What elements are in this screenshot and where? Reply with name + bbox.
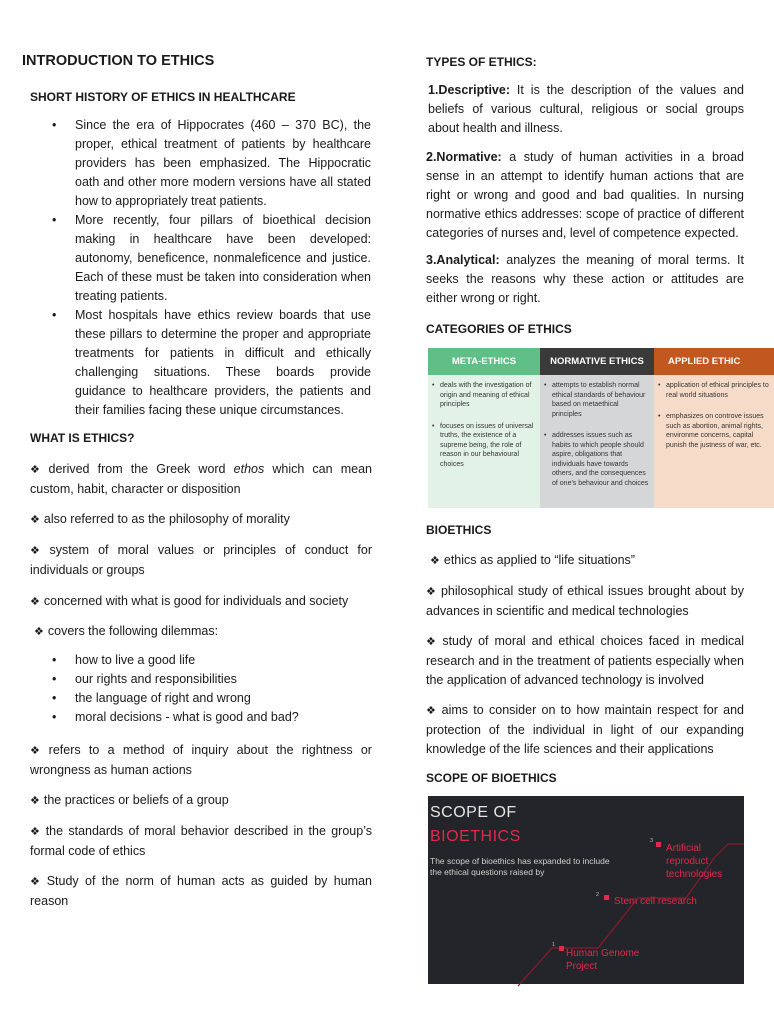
step-number: 3 [650, 838, 654, 844]
ethics-item: ❖ also referred to as the philosophy of morality [30, 512, 290, 526]
scope-title-line1: SCOPE OF [430, 804, 517, 821]
applied-ethics-header: APPLIED ETHIC [654, 348, 774, 375]
dilemma-item: • our rights and responsibilities [52, 672, 237, 686]
table-cell: • attempts to establish normal ethical standards of behaviour based on metaethical principles [540, 381, 654, 419]
history-heading: SHORT HISTORY OF ETHICS IN HEALTHCARE [30, 90, 296, 104]
diamond-bullet-icon: ❖ [30, 876, 43, 888]
diamond-bullet-icon: ❖ [426, 705, 438, 717]
history-bullet: • More recently, four pillars of bioethical decision making in healthcare have been developed: autonomy, beneficence, nonmaleficence and justice. Each of these must be taken into consideration when treating patients. [52, 213, 371, 303]
diamond-bullet-icon: ❖ [426, 636, 439, 648]
type-normative: 2.Normative: a study of human activities in a broad sense in an attempt to identify human actions that are right or wrong and good and bad qualities. In nursing normative ethics addresses: scope of practice of different categories of nurses and, level of competence expected. [426, 150, 744, 240]
diamond-bullet-icon: ❖ [34, 626, 44, 638]
scope-description: The scope of bioethics has expanded to include the ethical questions raised by [430, 856, 610, 877]
ethics-item: ❖ Study of the norm of human acts as guided by human reason [30, 874, 372, 908]
meta-ethics-column [428, 348, 540, 508]
table-cell: • addresses issues such as habits to which people should aspire, obligations that individuals have towards others, and the consequences of one's behaviour and choices [540, 431, 654, 488]
step-marker-icon [656, 842, 661, 847]
dilemma-item: • how to live a good life [52, 653, 196, 667]
bioethics-item: ❖ aims to consider on to how maintain respect for and protection of the individual in light of our expanding knowledge of the life sciences and their applications [426, 703, 744, 756]
step-marker-icon [559, 946, 564, 951]
step-number: 1 [552, 942, 556, 948]
diamond-bullet-icon: ❖ [30, 745, 45, 757]
step-label-human-genome: Human Genome Project [566, 948, 640, 972]
ethics-item: ❖ the practices or beliefs of a group [30, 793, 229, 807]
ethics-item: ❖ refers to a method of inquiry about the rightness or wrongness as human actions [30, 743, 372, 777]
type-analytical: 3.Analytical: analyzes the meaning of moral terms. It seeks the reasons why these action or attitudes are either wrong or right. [426, 253, 744, 305]
bioethics-item: ❖ study of moral and ethical choices faced in medical research and in the treatment of patients especially when the application of advanced technology is involved [426, 634, 744, 687]
ethics-item: ❖ the standards of moral behavior described in the group’s formal code of ethics [30, 824, 372, 858]
applied-ethics-column [654, 348, 774, 508]
table-cell: • emphasizes on controve issues such as abortion, animal rights, environme concerns, capital punish the justness of war, etc. [654, 412, 774, 450]
step-marker-icon [604, 895, 609, 900]
table-cell: • focuses on issues of universal truths, the existence of a supreme being, the role of reason in our behavioural choices [428, 422, 540, 470]
bioethics-item: ❖ philosophical study of ethical issues brought about by advances in scientific and medical technologies [426, 584, 744, 618]
scope-heading: SCOPE OF BIOETHICS [426, 771, 557, 785]
table-cell: • application of ethical principles to real world situations [654, 381, 774, 400]
diamond-bullet-icon: ❖ [30, 464, 45, 476]
history-bullet: • Most hospitals have ethics review boards that use these pillars to determine the proper and appropriate treatments for patients in difficult and ethically challenging situations. These boards provide guidance to healthcare providers, the patients and their families facing these unique circumstances. [52, 308, 371, 417]
ethics-item: ❖ concerned with what is good for individuals and society [30, 594, 349, 608]
bioethics-item: ❖ ethics as applied to “life situations” [430, 553, 635, 567]
type-descriptive: 1.Descriptive: It is the description of the values and beliefs of various cultural, religious or social groups about health and illness. [428, 83, 744, 135]
normative-ethics-column [540, 348, 654, 508]
step-label-stem-cell: Stem cell research [614, 896, 697, 907]
types-heading: TYPES OF ETHICS: [426, 55, 537, 69]
bioethics-heading: BIOETHICS [426, 523, 492, 537]
dilemma-item: • the language of right and wrong [52, 691, 251, 705]
normative-ethics-header: NORMATIVE ETHICS [540, 348, 654, 375]
diamond-bullet-icon: ❖ [30, 596, 40, 608]
step-number: 2 [596, 892, 600, 898]
scope-title-line2: BIOETHICS [430, 828, 521, 845]
page-title: INTRODUCTION TO ETHICS [22, 53, 215, 69]
diamond-bullet-icon: ❖ [430, 555, 440, 567]
ethics-item: ❖ system of moral values or principles of conduct for individuals or groups [30, 543, 372, 577]
diamond-bullet-icon: ❖ [30, 795, 40, 807]
diamond-bullet-icon: ❖ [30, 545, 46, 557]
meta-ethics-header: META-ETHICS [428, 348, 540, 375]
history-bullet: • Since the era of Hippocrates (460 – 370 BC), the proper, ethical treatment of patients by healthcare providers has been emphasized. The Hippocratic oath and other more modern versions have all stated how to appropriately treat patients. [52, 118, 371, 208]
history-list [52, 116, 371, 420]
table-cell: • deals with the investigation of origin and meaning of ethical principles [428, 381, 540, 410]
dilemma-list [52, 651, 371, 727]
diamond-bullet-icon: ❖ [30, 826, 42, 838]
ethics-item-derived: ❖ derived from the Greek word ethos which can mean custom, habit, character or disposition [30, 462, 372, 496]
what-is-ethics-heading: WHAT IS ETHICS? [30, 431, 135, 445]
diamond-bullet-icon: ❖ [30, 514, 40, 526]
scope-of-bioethics-figure [428, 796, 744, 984]
diamond-bullet-icon: ❖ [426, 586, 437, 598]
categories-heading: CATEGORIES OF ETHICS [426, 322, 572, 336]
ethics-item: ❖ covers the following dilemmas: [34, 624, 219, 638]
step-label-artificial-reproduction: Artificial reproduct technologies [666, 843, 723, 880]
categories-table [428, 348, 769, 508]
dilemma-item: • moral decisions - what is good and bad? [52, 710, 299, 724]
